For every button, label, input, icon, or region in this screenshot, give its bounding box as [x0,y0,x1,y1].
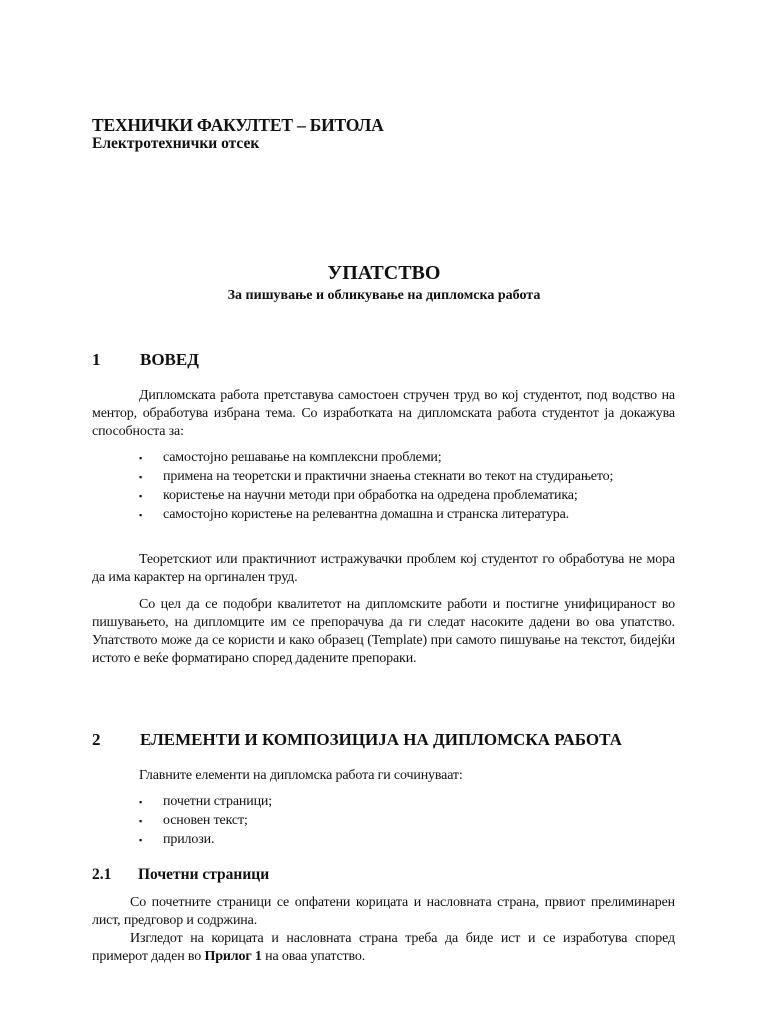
list-item: ▪ основен текст; [139,813,248,828]
bullet-icon: ▪ [139,453,143,463]
bullet-icon: ▪ [139,797,143,807]
bullet-icon: ▪ [139,510,143,520]
section-number: 1 [92,350,101,369]
list-item: ▪ почетни страници; [139,794,273,809]
section-number: 2.1 [92,866,112,883]
paragraph: Со цел да се подобри квалитетот на дипломските работи и постигне унифицираност во пишувањето, на дипломците им се препорачува да ги следат насоките дадени во ова упатство. Упатството може да се користи и како образец (Template) при самото пишување на текстот, бидејќи истото е веќе форматирано според дадените препораки. [92,597,675,666]
bullet-icon: ▪ [139,835,143,845]
paragraph: Изгледот на корицата и насловната страна треба да биде ист и се изработува според примерот даден во Прилог 1 на оваа упатство. [92,931,675,964]
appendix-reference: Прилог 1 [204,949,262,964]
section-number: 2 [92,730,101,749]
section-title: Почетни страници [138,866,270,883]
section-2-1-heading [92,866,269,884]
paragraph: Дипломската работа претставува самостоен стручен труд во кој студентот, под водство на ментор, обработува избрана тема. Со изработката на дипломската работа студентот ја докажува способноста за: [92,388,675,439]
faculty-name: ТЕХНИЧКИ ФАКУЛТЕТ – БИТОЛА [92,115,384,135]
list-item: ▪ самостојно решавање на комплексни проблеми; [139,450,442,465]
bullet-icon: ▪ [139,472,143,482]
section-1-heading [92,350,199,370]
document-subtitle: За пишување и обликување на дипломска работа [227,288,541,303]
bullet-list [139,449,675,525]
section-title: ВОВЕД [140,350,199,369]
paragraph: Теоретскиот или практичниот истражувачки проблем кој студентот го обработува не мора да има карактер на оргинален труд. [92,552,675,585]
section-title: ЕЛЕМЕНТИ И КОМПОЗИЦИЈА НА ДИПЛОМСКА РАБОТА [140,730,622,749]
bullet-icon: ▪ [139,816,143,826]
list-item: ▪ прилози. [139,832,215,847]
bullet-icon: ▪ [139,491,143,501]
list-item: ▪ користење на научни методи при обработка на одредена проблематика; [139,488,578,503]
paragraph: Главните елементи на дипломска работа ги сочинуваат: [139,768,463,783]
section-2-heading [92,730,622,750]
list-item: ▪ самостојно користење на релевантна домашна и странска литература. [139,507,569,522]
department-name: Електротехнички отсек [92,135,260,152]
paragraph: Со почетните страници се опфатени корицата и насловната страна, првиот прелиминарен лист, предговор и содржина. [92,895,675,928]
list-item: ▪ примена на теоретски и практични знаења стекнати во текот на студирањето; [139,469,614,484]
document-title: УПАТСТВО [327,262,441,284]
bullet-list [139,793,675,850]
